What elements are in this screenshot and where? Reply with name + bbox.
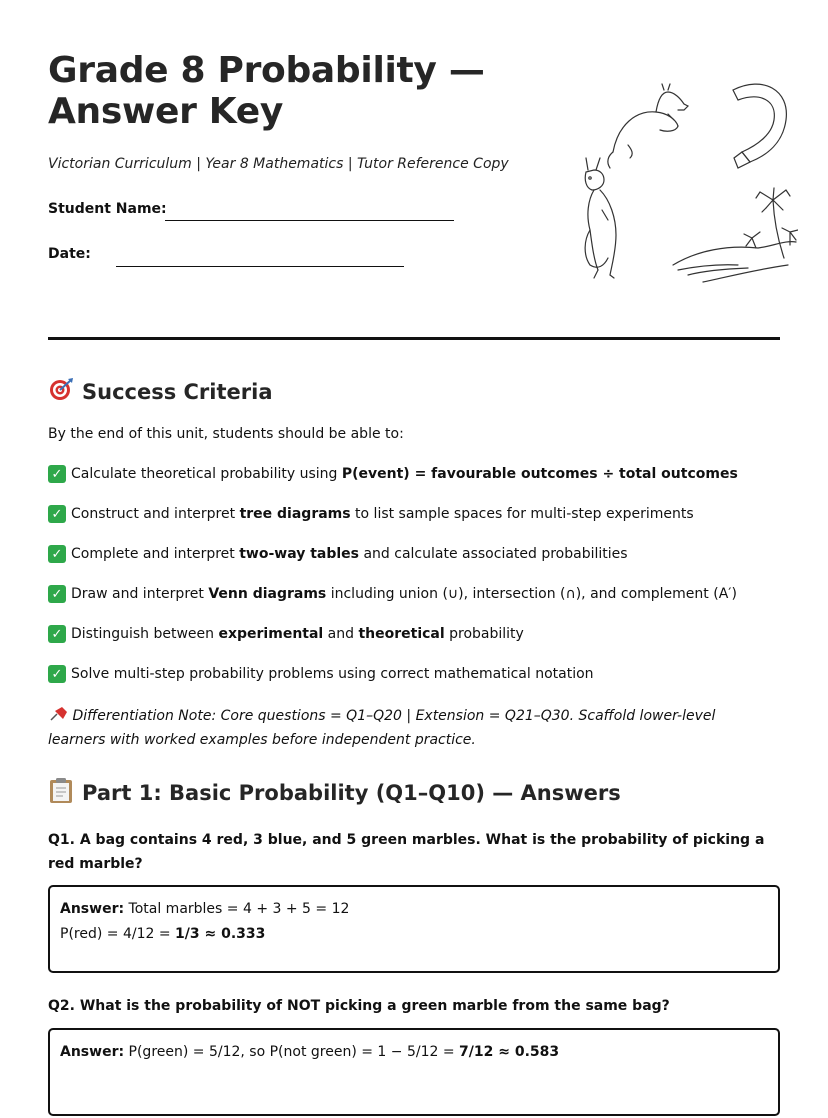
check-icon: ✓ <box>48 585 66 603</box>
criterion-item: ✓ Construct and interpret tree diagrams to list sample spaces for multi-step experiments <box>48 505 694 523</box>
pushpin-icon <box>48 708 68 724</box>
question-1: Q1. A bag contains 4 red, 3 blue, and 5 green marbles. What is the probability of picking a red marble? <box>48 832 765 872</box>
success-criteria-heading <box>48 376 273 407</box>
criterion-item: ✓ Draw and interpret Venn diagrams including union (∪), intersection (∩), and complement (A′) <box>48 585 737 603</box>
australia-illustration <box>528 70 798 295</box>
target-icon <box>48 376 74 407</box>
standing-kangaroo-icon <box>585 158 616 278</box>
check-icon: ✓ <box>48 465 66 483</box>
date-label: Date: <box>48 246 91 262</box>
criterion-item: ✓ Distinguish between experimental and theoretical probability <box>48 625 524 643</box>
success-intro: By the end of this unit, students should be able to: <box>48 426 404 442</box>
clipboard-icon <box>48 776 74 809</box>
title-line-2: Answer Key <box>48 91 284 132</box>
section-divider <box>48 337 780 340</box>
title-line-1: Grade 8 Probability — <box>48 50 485 91</box>
check-icon: ✓ <box>48 665 66 683</box>
boomerang-icon <box>733 84 786 168</box>
page-title <box>48 50 485 132</box>
subtitle: Victorian Curriculum | Year 8 Mathematics | Tutor Reference Copy <box>48 156 509 172</box>
check-icon: ✓ <box>48 545 66 563</box>
date-field[interactable] <box>116 266 404 267</box>
beach-palm-icon <box>673 188 798 282</box>
student-name-label: Student Name: <box>48 201 167 217</box>
check-icon: ✓ <box>48 625 66 643</box>
criterion-item: ✓ Solve multi-step probability problems using correct mathematical notation <box>48 665 594 683</box>
answer-box-2: Answer: P(green) = 5/12, so P(not green) = 1 − 5/12 = 7/12 ≈ 0.583 <box>48 1028 780 1116</box>
criterion-item: ✓ Complete and interpret two-way tables and calculate associated probabilities <box>48 545 628 563</box>
answer-box-1: Answer: Total marbles = 4 + 3 + 5 = 12 P(red) = 4/12 = 1/3 ≈ 0.333 <box>48 885 780 973</box>
part1-title: Part 1: Basic Probability (Q1–Q10) — Answers <box>82 780 621 805</box>
check-icon: ✓ <box>48 505 66 523</box>
question-2: Q2. What is the probability of NOT picking a green marble from the same bag? <box>48 998 670 1014</box>
criterion-item: ✓ Calculate theoretical probability using P(event) = favourable outcomes ÷ total outcomes <box>48 465 738 483</box>
student-name-field[interactable] <box>165 220 454 221</box>
part1-heading <box>48 776 621 809</box>
differentiation-note: Differentiation Note: Core questions = Q1–Q20 | Extension = Q21–Q30. Scaffold lower-level learners with worked examples before independent practice. <box>48 708 716 748</box>
leaping-kangaroo-icon <box>608 84 688 168</box>
success-criteria-title: Success Criteria <box>82 379 273 404</box>
